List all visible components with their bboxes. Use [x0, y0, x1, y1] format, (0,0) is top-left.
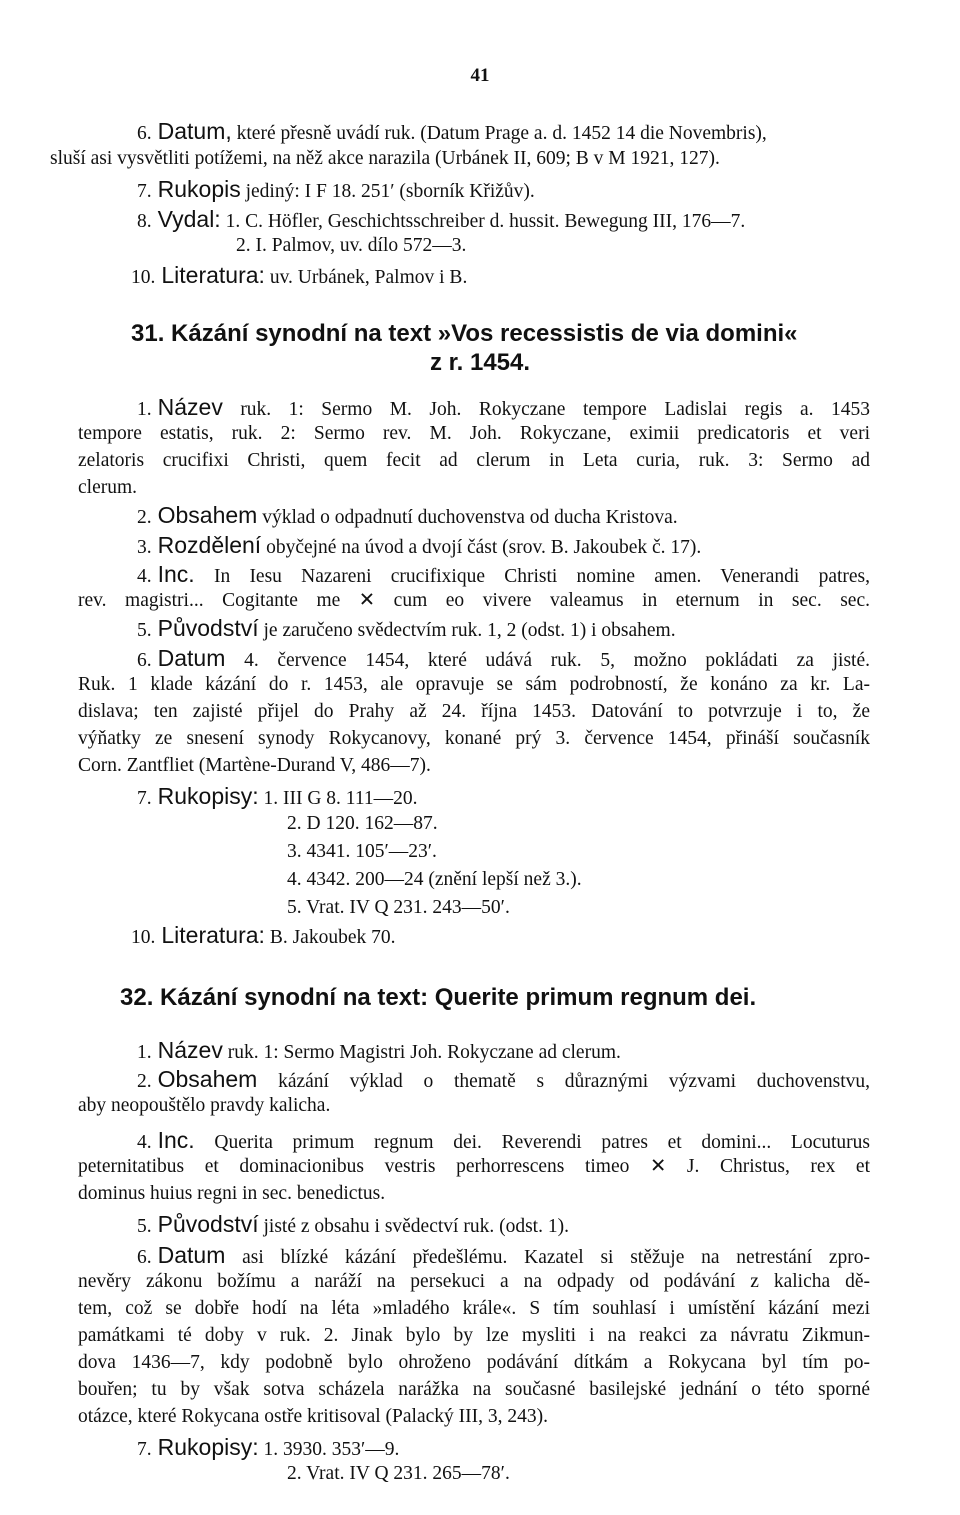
s32-puvodstvi	[137, 1211, 569, 1240]
s32-datum-line4: památkami té doby v ruk. 2. Jinak bylo by lze mysliti i na reakci za návratu Zikmun-	[78, 1325, 870, 1346]
item-number: 8.	[137, 211, 152, 232]
item-label: Rozdělení	[157, 532, 262, 558]
item-number: 10.	[131, 267, 156, 288]
item-number: 7.	[137, 1439, 152, 1460]
item-label: Rukopisy:	[157, 1434, 259, 1460]
s32-obsahem-line2: aby neopouštělo pravdy kalicha.	[78, 1095, 331, 1116]
s31-rukopisy-2: 2. D 120. 162—87.	[287, 813, 438, 834]
item-label: Vydal:	[157, 206, 221, 232]
item-number: 10.	[131, 927, 156, 948]
item-text: uv. Urbánek, Palmov i B.	[269, 267, 468, 288]
item-text: jediný: I F 18. 251′ (sborník Křižův).	[245, 181, 535, 202]
s32-rukopisy	[137, 1434, 399, 1463]
item-text: In Iesu Nazareni crucifixique Christi nomine amen. Venerandi patres,	[213, 566, 870, 587]
s31-obsahem	[137, 502, 678, 531]
item-text: 1. III G 8. 111—20.	[263, 788, 418, 809]
s32-inc-line2: peternitatibus et dominacionibus vestris perhorrescens timeo ✕ J. Christus, rex et	[78, 1156, 870, 1177]
item-number: 1.	[137, 1042, 152, 1063]
s32-rukopisy-2: 2. Vrat. IV Q 231. 265—78′.	[287, 1463, 510, 1484]
prev-item-continuation	[50, 146, 870, 172]
item-number: 6.	[137, 650, 152, 671]
s31-rukopisy-3: 3. 4341. 105′—23′.	[287, 841, 437, 862]
section-32-heading	[120, 985, 756, 1011]
item-text: kázání výklad o thematě s důraznými výzvami duchovenstvu,	[278, 1071, 871, 1092]
s31-puvodstvi	[137, 615, 676, 644]
item-number: 6.	[137, 1247, 152, 1268]
s32-datum-line5: dova 1436—7, kdy podobně bylo ohroženo podávání dítkám a Rokycana byl tím po-	[78, 1352, 870, 1373]
item-text: obyčejné na úvod a dvojí část (srov. B. Jakoubek č. 17).	[266, 537, 702, 558]
page-number: 41	[470, 65, 490, 86]
item-text: 4. července 1454, které udává ruk. 5, možno pokládati za jisté.	[244, 650, 870, 671]
item-text: asi blízké kázání předešlému. Kazatel si stěžuje na netrestání zpro-	[242, 1247, 870, 1268]
item-number: 1.	[137, 399, 152, 420]
s32-datum	[137, 1242, 870, 1271]
section-title-cont: z r. 1454.	[429, 349, 531, 376]
item-label: Datum	[157, 645, 226, 671]
item-number: 5.	[137, 1216, 152, 1237]
s32-inc	[137, 1127, 870, 1156]
item-label: Literatura:	[161, 262, 265, 288]
item-label: Datum	[157, 1242, 226, 1268]
s32-datum-line7: otázce, které Rokycana ostře kritisoval (Palacký III, 3, 243).	[78, 1406, 548, 1427]
item-text: ruk. 1: Sermo Magistri Joh. Rokyczane ad clerum.	[227, 1042, 621, 1063]
item-text: 1. 3930. 353′—9.	[263, 1439, 400, 1460]
s31-datum-line2: Ruk. 1 klade kázání do r. 1453, ale opravuje se sám podrobností, že konáno za kr. La-	[78, 674, 870, 695]
item-text: jisté z obsahu i svědectví ruk. (odst. 1).	[263, 1216, 569, 1237]
s32-inc-line3: dominus huius regni in sec. benedictus.	[78, 1183, 386, 1204]
item-label: Datum,	[157, 118, 232, 144]
item-number: 5.	[137, 620, 152, 641]
item-number: 2.	[137, 507, 152, 528]
item-label: Název	[157, 394, 223, 420]
item-number: 3.	[137, 537, 152, 558]
item-label: Rukopisy:	[157, 783, 259, 809]
item-number: 7.	[137, 181, 152, 202]
item-text: výklad o odpadnutí duchovenstva od ducha Kristova.	[262, 507, 678, 528]
item-text: Querita primum regnum dei. Reverendi patres et domini... Locuturus	[214, 1132, 870, 1153]
item-label: Původství	[157, 1211, 259, 1237]
s31-rozdeleni	[137, 532, 701, 561]
s31-nazev-line2: tempore estatis, ruk. 2: Sermo rev. M. Joh. Rokyczane, eximii predicatoris et veri	[78, 423, 870, 444]
s31-datum-line4: výňatky ze snesení synody Rokycanovy, konané prý 3. července 1454, přináší současník	[78, 728, 870, 749]
item-number: 2.	[137, 1071, 152, 1092]
s31-datum	[137, 645, 870, 674]
item-number: 4.	[137, 566, 152, 587]
s31-rukopisy	[137, 783, 417, 812]
section-number: 31.	[131, 320, 165, 347]
s31-nazev-line4: clerum.	[78, 477, 138, 498]
item-label: Původství	[157, 615, 259, 641]
item-number: 6.	[137, 123, 152, 144]
item-label: Inc.	[157, 1127, 195, 1153]
item-text: B. Jakoubek 70.	[269, 927, 396, 948]
s32-datum-line2: nevěry zákonu božímu a naráží na persekuci a na odpady od podávání z kalicha dě-	[78, 1271, 870, 1292]
prev-item-literatura	[131, 262, 467, 291]
item-label: Obsahem	[157, 502, 258, 528]
s32-nazev	[137, 1037, 621, 1066]
s31-nazev-line3: zelatoris crucifixi Christi, quem fecit ad clerum in Leta curia, ruk. 3: Sermo ad	[78, 450, 870, 471]
item-text: ruk. 1: Sermo M. Joh. Rokyczane tempore Ladislai regis a. 1453	[240, 399, 871, 420]
item-number: 7.	[137, 788, 152, 809]
s32-datum-line6: bouřen; tu by však sotva scházela narážka na současné basilejské jednání o této sporné	[78, 1379, 870, 1400]
item-text: 1. C. Höfler, Geschichtsschreiber d. hussit. Bewegung III, 176—7.	[225, 211, 746, 232]
item-label: Obsahem	[157, 1066, 258, 1092]
item-number: 4.	[137, 1132, 152, 1153]
s31-inc-line2: rev. magistri... Cogitante me ✕ cum eo vivere valeamus in eternum in sec. sec.	[78, 590, 870, 611]
s31-rukopisy-4: 4. 4342. 200—24 (znění lepší než 3.).	[287, 869, 582, 890]
prev-item-rukopis	[137, 176, 535, 205]
item-text: 2. I. Palmov, uv. dílo 572—3.	[236, 235, 467, 256]
item-text: sluší asi vysvětliti potížemi, na něž akce narazila (Urbánek II, 609; B v M 1921, 127).	[50, 148, 720, 169]
item-label: Inc.	[157, 561, 195, 587]
s31-literatura	[131, 922, 395, 951]
item-label: Literatura:	[161, 922, 265, 948]
section-31-heading	[131, 321, 798, 347]
prev-item-datum	[137, 118, 870, 147]
item-label: Rukopis	[157, 176, 241, 202]
section-title: Kázání synodní na text »Vos recessistis de via domini«	[171, 320, 798, 347]
s31-inc	[137, 561, 870, 590]
s31-datum-line5: Corn. Zantfliet (Martène-Durand V, 486—7).	[78, 755, 431, 776]
item-label: Název	[157, 1037, 223, 1063]
item-text: které přesně uvádí ruk. (Datum Prage a. d. 1452 14 die Novembris),	[236, 123, 767, 144]
section-31-heading-line2	[0, 350, 960, 376]
s31-datum-line3: dislava; ten zajisté přijel do Prahy až 24. října 1453. Datování to potvrzuje i to, že	[78, 701, 870, 722]
s31-nazev	[137, 394, 870, 423]
s32-obsahem	[137, 1066, 870, 1095]
prev-item-vydal	[137, 206, 745, 235]
section-number: 32.	[120, 984, 154, 1011]
item-text: je zaručeno svědectvím ruk. 1, 2 (odst. 1) i obsahem.	[263, 620, 676, 641]
prev-item-vydal-2	[236, 233, 466, 259]
s32-datum-line3: tem, což se dobře hodí na léta »mladého krále«. S tím souhlasí i umístění kázání mezi	[78, 1298, 870, 1319]
s31-rukopisy-5: 5. Vrat. IV Q 231. 243—50′.	[287, 897, 510, 918]
section-title: Kázání synodní na text: Querite primum regnum dei.	[160, 984, 757, 1011]
